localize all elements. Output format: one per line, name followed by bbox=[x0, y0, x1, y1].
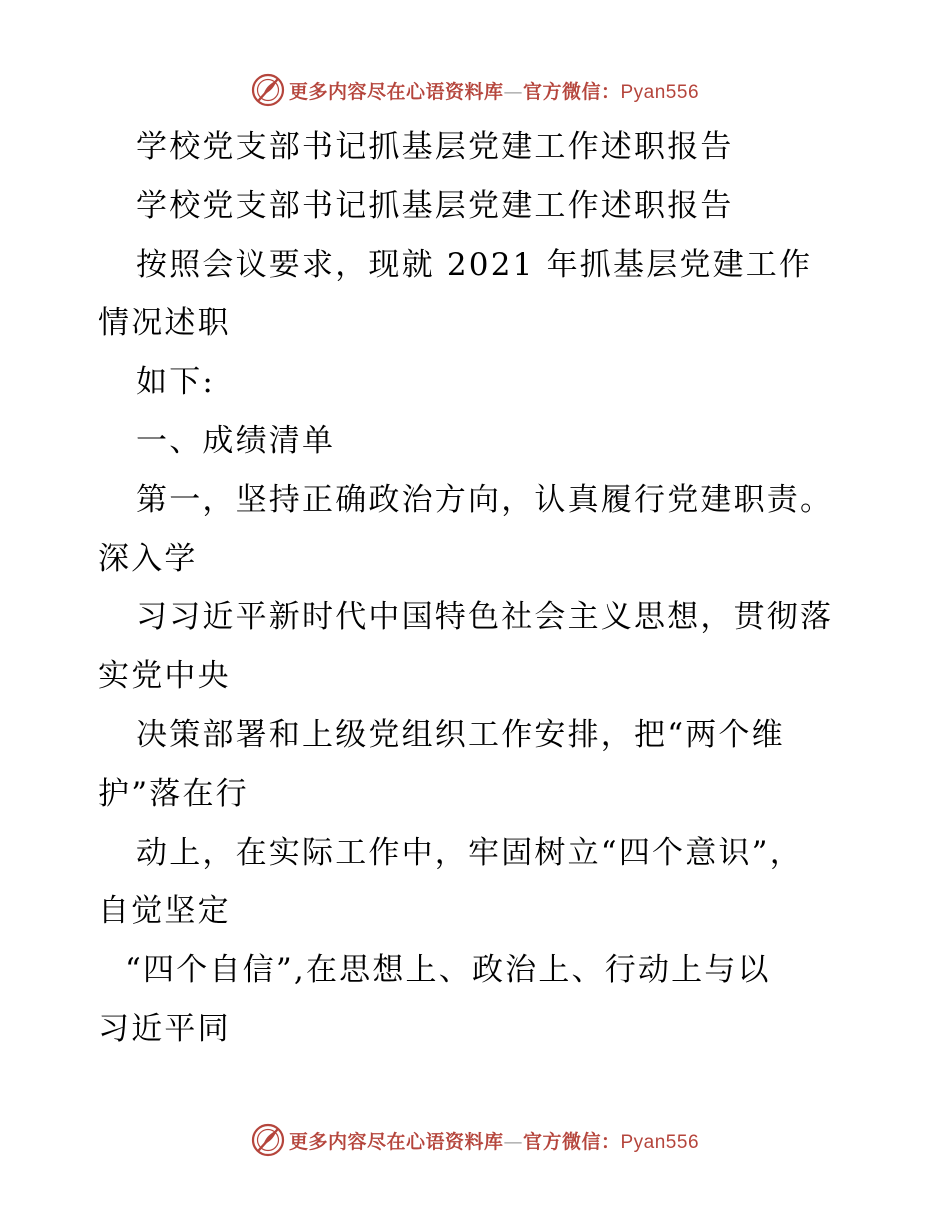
document-title-repeat: 学校党支部书记抓基层党建工作述职报告 bbox=[136, 187, 734, 224]
feather-logo-icon bbox=[251, 1123, 285, 1157]
watermark-banner-bottom bbox=[0, 1120, 950, 1160]
paragraph-line: “四个自信”,在思想上、政治上、行动上与以 bbox=[125, 952, 771, 989]
document-body bbox=[98, 118, 858, 1059]
watermark-banner-top bbox=[0, 70, 950, 110]
section-heading: 一、成绩清单 bbox=[136, 422, 336, 459]
feather-logo-icon bbox=[251, 73, 285, 107]
document-title: 学校党支部书记抓基层党建工作述职报告 bbox=[136, 129, 734, 165]
paragraph-line: 情况述职 bbox=[98, 305, 231, 342]
paragraph-line: 护”落在行 bbox=[98, 775, 249, 812]
paragraph-line: 决策部署和上级党组织工作安排，把“两个维 bbox=[136, 716, 785, 753]
watermark-text: 更多内容尽在心语资料库—官方微信：Pyan556 bbox=[288, 1130, 700, 1153]
paragraph-line: 第一，坚持正确政治方向，认真履行党建职责。 bbox=[136, 481, 834, 518]
paragraph-line: 如下: bbox=[136, 364, 216, 401]
paragraph-line: 按照会议要求，现就 2021 年抓基层党建工作 bbox=[136, 246, 813, 283]
paragraph-line: 习习近平新时代中国特色社会主义思想，贯彻落 bbox=[136, 599, 834, 636]
paragraph-line: 深入学 bbox=[98, 540, 198, 577]
paragraph-line: 自觉坚定 bbox=[98, 893, 231, 930]
paragraph-line: 习近平同 bbox=[98, 1010, 231, 1047]
paragraph-line: 实党中央 bbox=[98, 658, 231, 695]
watermark-text: 更多内容尽在心语资料库—官方微信：Pyan556 bbox=[288, 80, 700, 103]
paragraph-line: 动上，在实际工作中，牢固树立“四个意识”， bbox=[136, 834, 803, 871]
